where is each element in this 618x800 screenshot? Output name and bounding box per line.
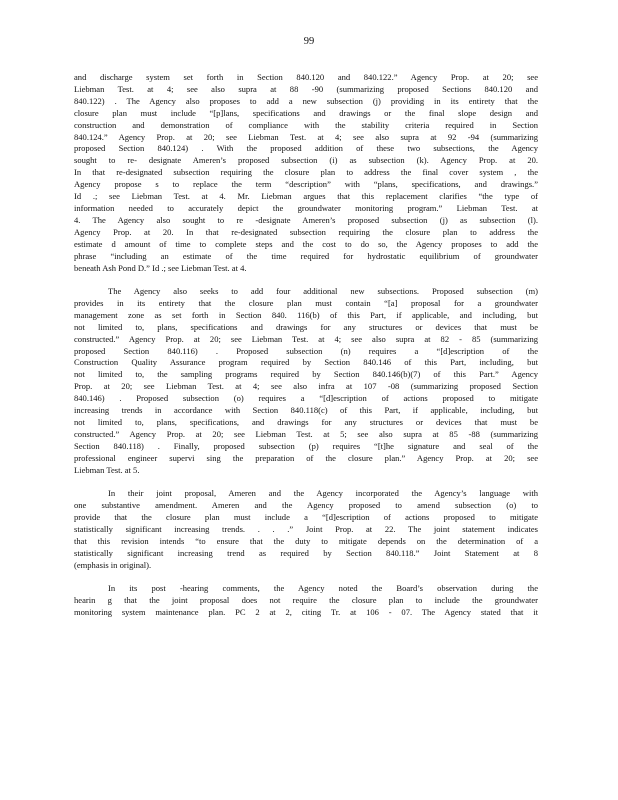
text-line: not limited to, the sampling programs required by Section 840.146(b)(7) of this Part.” Agency: [74, 369, 538, 380]
text-line: construction and demonstration of compliance with the stability criteria required in Section: [74, 119, 538, 130]
paragraph-p2: [74, 286, 538, 477]
text-line: not limited to, plans, specifications, and drawings for any structures or devices that must be: [74, 416, 538, 427]
text-line: one substantive amendment. Ameren and the Agency proposed to amend subsection (o) to: [74, 500, 538, 510]
text-line: In their joint proposal, Ameren and the Agency incorporated the Agency’s language with: [108, 488, 538, 499]
text-line: constructed.” Agency Prop. at 20; see Liebman Test. at 5; see also supra at 85 -88 (summarizing: [74, 428, 538, 439]
text-line: The Agency also seeks to add four additional new subsections. Proposed subsection (m): [108, 286, 538, 296]
paragraph-p4: [74, 583, 538, 619]
text-line: Liebman Test. at 5.: [74, 464, 140, 475]
text-line: not limited to, plans, specifications and drawings for any structures or devices that must be: [74, 321, 538, 332]
text-line: (emphasis in original).: [74, 559, 152, 570]
text-line: hearin g that the joint proposal does not require the closure plan to include the groundwater: [74, 594, 538, 605]
text-line: beneath Ash Pond D.” Id .; see Liebman Test. at 4.: [74, 262, 247, 273]
text-line: proposed Section 840.116) . Proposed subsection (n) requires a “[d]escription of the: [74, 345, 538, 356]
text-line: increasing trends in accordance with Section 840.118(c) of this Part, if applicable, including, but: [74, 405, 538, 416]
document-body: [74, 72, 538, 619]
text-line: Id .; see Liebman Test. at 4. Mr. Liebman argues that this replacement clarifies “the type of: [74, 191, 538, 202]
text-line: 4. The Agency also sought to re -designate Ameren’s proposed subsection (j) as subsection (l).: [74, 214, 538, 225]
text-line: 840.124.” Agency Prop. at 20; see Liebman Test. at 4; see also supra at 92 -94 (summarizing: [74, 131, 538, 142]
text-line: constructed.” Agency Prop. at 20; see Liebman Test. at 4; see also supra at 82 - 85 (summarizing: [74, 333, 538, 344]
paragraph-p3: [74, 488, 538, 571]
text-line: sought to re- designate Ameren’s proposed subsection (i) as subsection (k). Agency Prop. at 20.: [74, 155, 538, 166]
text-line: information needed to accurately depict the groundwater monitoring program.” Liebman Test. at: [74, 202, 538, 213]
text-line: 840.122) . The Agency also proposes to add a new subsection (j) providing in its entirety that the: [74, 95, 538, 106]
text-line: provide that the closure plan must include a “[d]escription of actions proposed to mitigate: [74, 511, 538, 522]
text-line: statistically significant increasing trends. . . .” Joint Prop. at 22. The joint statement indicates: [74, 523, 538, 534]
text-line: estimate d amount of time to complete steps and the cost to do so, the Agency proposes to add the: [74, 238, 538, 249]
text-line: that this revision intends “to ensure that the duty to mitigate depends on the determination of a: [74, 535, 538, 546]
text-line: and discharge system set forth in Section 840.120 and 840.122.” Agency Prop. at 20; see: [74, 72, 538, 82]
text-line: proposed Section 840.124) . With the proposed addition of these two subsections, the Agency: [74, 143, 538, 154]
text-line: closure plan must include “[p]lans, specifications and drawings or the final slope design and: [74, 107, 538, 118]
text-line: Construction Quality Assurance program required by Section 840.146 of this Part, including, but: [74, 357, 538, 368]
text-line: statistically significant increasing trend as required by Section 840.118.” Joint Statement at 8: [74, 547, 538, 558]
text-line: In its post -hearing comments, the Agency noted the Board’s observation during the: [108, 583, 538, 594]
text-line: Agency propose s to replace the term “description” with “plans, specifications, and drawings.”: [74, 179, 538, 190]
text-line: Section 840.118) . Finally, proposed subsection (p) requires “[t]he signature and seal of the: [74, 440, 538, 451]
text-line: Liebman Test. at 4; see also supra at 88 -90 (summarizing proposed Sections 840.120 and: [74, 83, 538, 94]
text-line: Prop. at 20; see Liebman Test. at 4; see also infra at 107 -08 (summarizing proposed Section: [74, 381, 538, 392]
text-line: monitoring system maintenance plan. PC 2 at 2, citing Tr. at 106 - 07. The Agency stated that it: [74, 606, 538, 617]
text-line: phrase “including an estimate of the time required for hydrostatic equilibrium of groundwater: [74, 250, 538, 261]
text-line: 840.146) . Proposed subsection (o) requires a “[d]escription of actions proposed to mitigate: [74, 393, 538, 404]
paragraph-p1: [74, 72, 538, 274]
page-number: 99: [303, 36, 315, 47]
text-line: management zone as set forth in Section 840. 116(b) of this Part, if applicable, and including, but: [74, 309, 538, 320]
text-line: professional engineer supervi sing the preparation of the closure plan.” Agency Prop. at 20; see: [74, 452, 538, 463]
text-line: Agency Prop. at 20. In that re-designated subsection requiring the closure plan to address the: [74, 226, 538, 237]
text-line: In that re-designated subsection requiring the closure plan to address the final cover system , the: [74, 167, 538, 178]
text-line: provides in its entirety that the closure plan must contain “[a] proposal for a groundwater: [74, 297, 538, 308]
